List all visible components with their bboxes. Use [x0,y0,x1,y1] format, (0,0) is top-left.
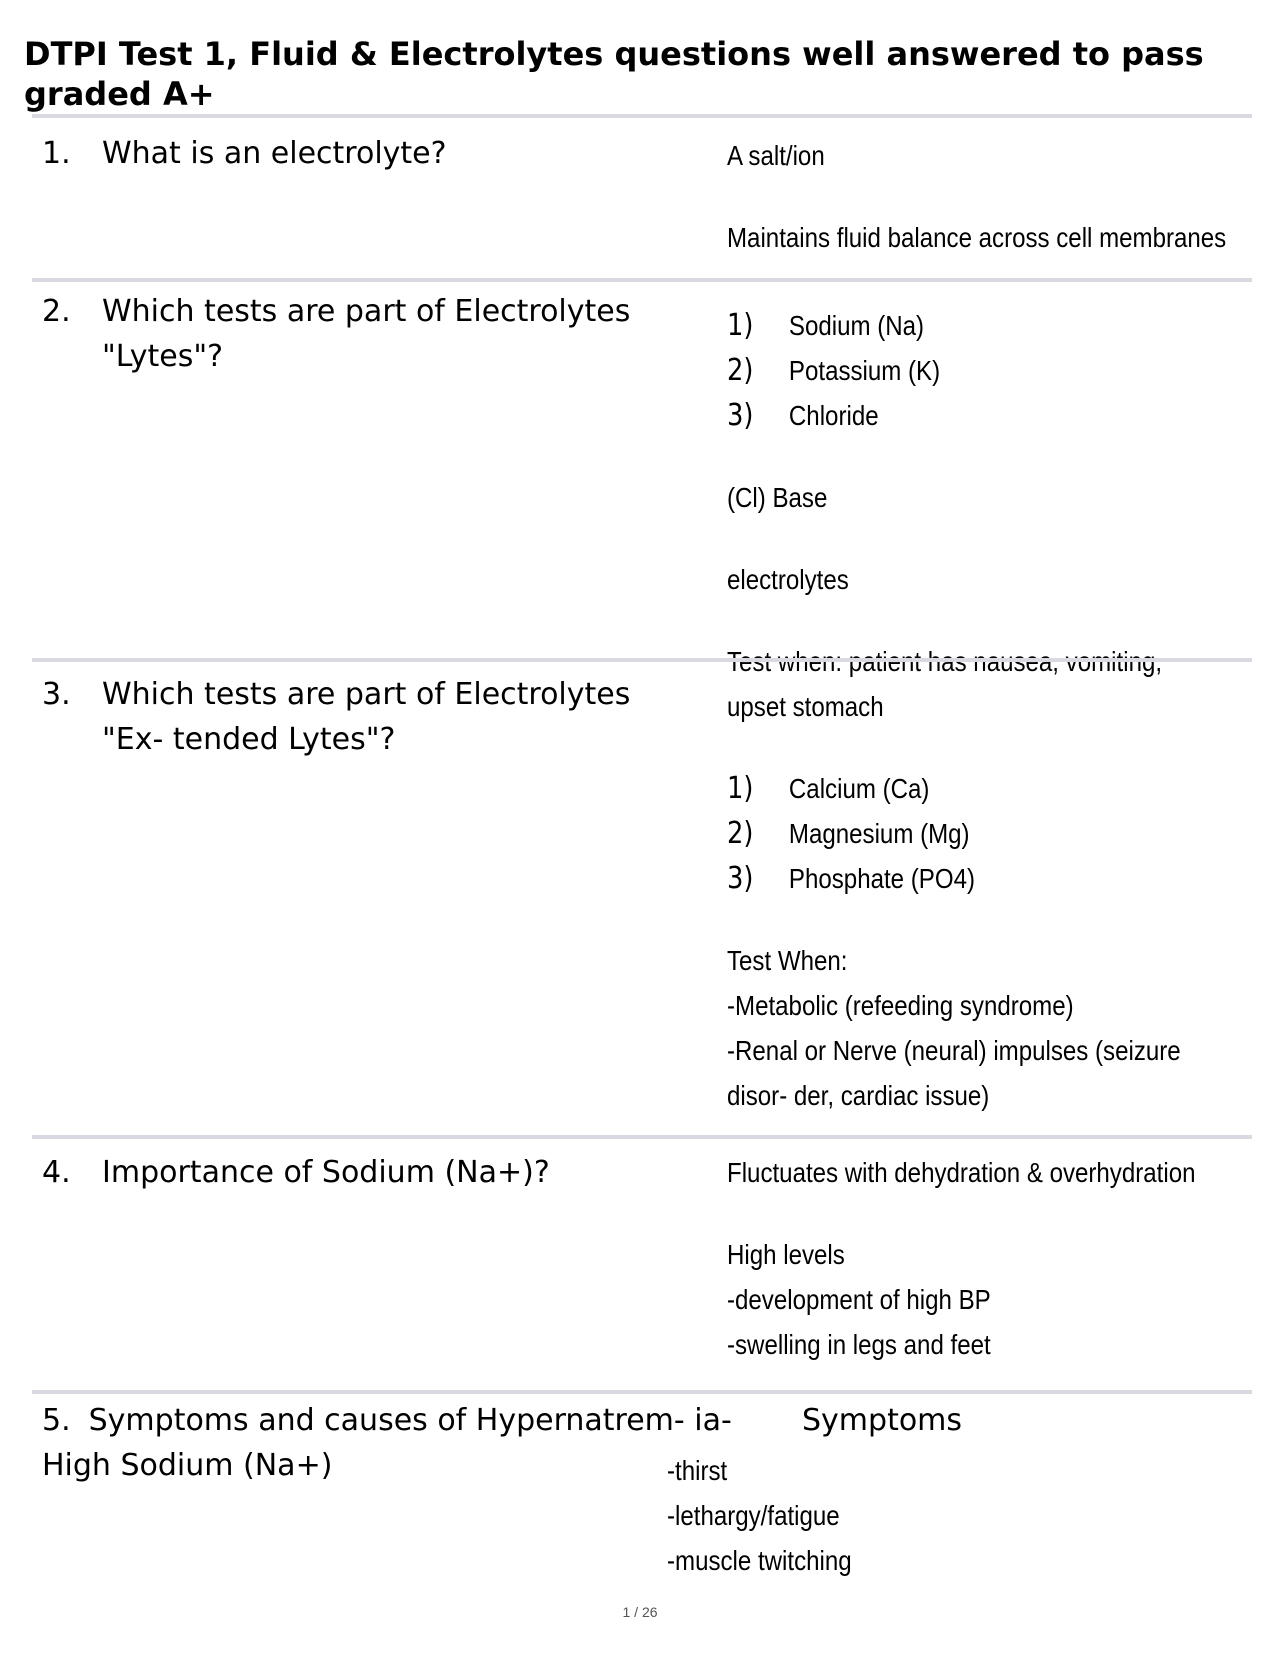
answer-line: -thirst [667,1455,728,1486]
answer-line: -swelling in legs and feet [727,1329,991,1360]
answer-line: (Cl) Base [727,482,828,513]
answer-3 [727,766,1181,1118]
answer-5-heading [802,1398,962,1443]
question-number: 3. [42,677,71,712]
answer-line: upset stomach [727,691,884,722]
answer-line: A salt/ion [727,140,825,171]
question-text: What is an electrolyte? [102,136,447,171]
question-text: Which tests are part of Electrolytes "Ex- tended Lytes"? [102,677,631,757]
answer-line: -development of high BP [727,1284,991,1315]
answer-4 [727,1150,1195,1367]
divider [32,278,1252,282]
question-number: 5. [42,1403,71,1438]
divider [32,1135,1252,1139]
answer-line: electrolytes [727,564,849,595]
answer-line: Maintains fluid balance across cell membranes [727,222,1227,253]
answer-5 [667,1448,852,1583]
answer-2 [727,303,1162,729]
question-number: 2. [42,294,71,329]
answer-line: disor- der, cardiac issue) [727,1080,990,1111]
document-title: DTPI Test 1, Fluid & Electrolytes questions well answered to pass graded A+ [24,35,1204,113]
list-item: 1) Calcium (Ca) [727,771,930,806]
divider [32,1390,1252,1394]
answer-line: -muscle twitching [667,1545,852,1576]
page-number: 1 / 26 [622,1604,658,1620]
question-text: Importance of Sodium (Na+)? [102,1155,550,1190]
question-1 [42,131,682,176]
answer-line: -Renal or Nerve (neural) impulses (seizure [727,1035,1181,1066]
list-item: 2) Magnesium (Mg) [727,816,970,851]
list-item: 1) Sodium (Na) [727,308,925,343]
answer-line: Symptoms [802,1403,963,1438]
divider [32,114,1252,118]
list-item: 2) Potassium (K) [727,353,941,388]
answer-1 [727,133,1226,260]
divider [32,658,1252,662]
question-3 [42,672,682,762]
answer-line: Test When: [727,945,848,976]
list-item: 3) Phosphate (PO4) [727,861,975,896]
question-2 [42,289,682,379]
answer-line: High levels [727,1239,845,1270]
question-text: Which tests are part of Electrolytes "Lytes"? [102,294,631,374]
answer-line: Fluctuates with dehydration & overhydration [727,1157,1196,1188]
question-4 [42,1150,682,1195]
answer-line: -Metabolic (refeeding syndrome) [727,990,1074,1021]
list-item: 3) Chloride [727,398,879,433]
question-number: 4. [42,1155,71,1190]
question-text: Symptoms and causes of Hypernatrem- ia- High Sodium (Na+) [42,1403,732,1483]
question-number: 1. [42,136,71,171]
answer-line: -lethargy/fatigue [667,1500,840,1531]
